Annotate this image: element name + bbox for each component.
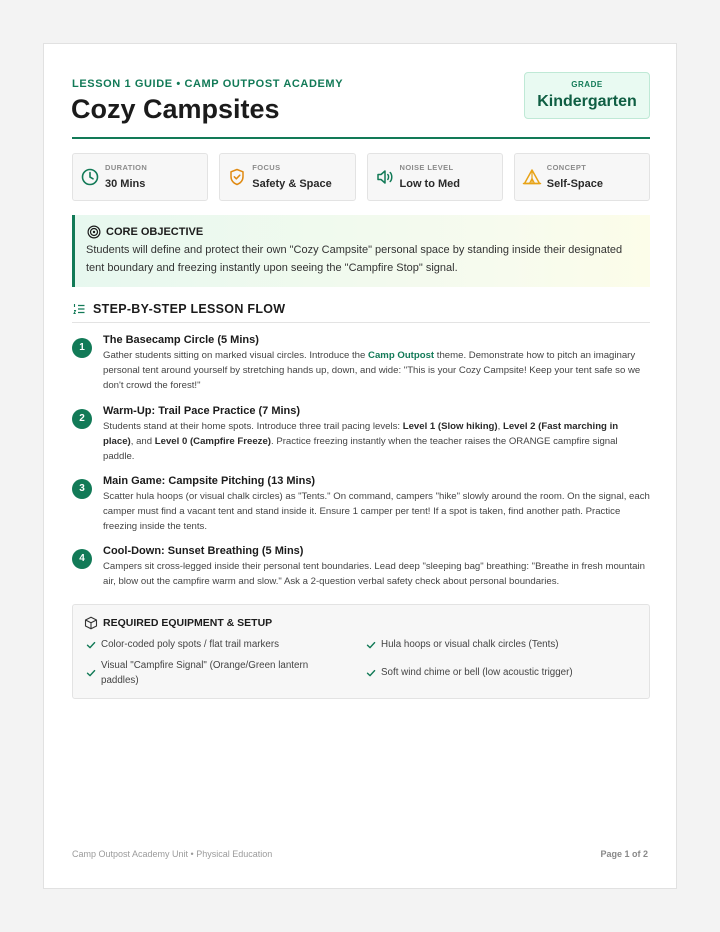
stat-value: Self-Space bbox=[546, 178, 603, 190]
speaker-icon bbox=[375, 167, 395, 187]
page-number: Page 1 of 2 bbox=[600, 849, 648, 859]
step-title: Warm-Up: Trail Pace Practice (7 Mins) bbox=[103, 405, 301, 417]
lesson-kicker: LESSON 1 GUIDE • CAMP OUTPOST ACADEMY bbox=[72, 78, 344, 90]
lesson-flow-heading bbox=[72, 301, 650, 323]
check-icon bbox=[86, 668, 96, 678]
stat-noise-level bbox=[367, 153, 503, 201]
equipment-setup-box bbox=[72, 604, 650, 699]
step-number: 2 bbox=[72, 409, 92, 429]
clock-icon bbox=[80, 167, 100, 187]
step-number: 1 bbox=[72, 338, 92, 358]
step-number: 3 bbox=[72, 479, 92, 499]
stat-value: Low to Med bbox=[399, 178, 460, 190]
camp-outpost-highlight: Camp Outpost bbox=[368, 350, 435, 361]
stat-label: CONCEPT bbox=[546, 163, 587, 172]
grade-value: Kindergarten bbox=[537, 93, 637, 110]
objective-text: Students will define and protect their own "Cozy Campsite" personal space by standing inside their designated tent boundary and freezing instantly upon seeing the "Campfire Stop" signal. bbox=[86, 244, 623, 274]
step-title: The Basecamp Circle (5 Mins) bbox=[103, 334, 259, 346]
tent-icon bbox=[522, 167, 542, 187]
stat-value: Safety & Space bbox=[252, 178, 332, 190]
step-description: Scatter hula hoops (or visual chalk circles) as "Tents." On command, campers "hike" slowly around the room. On the signal, each camper must find a vacant tent and stand inside it. Ensure 1 camper per tent! If a spot is taken, find another path. Practice freezing inside the tents. bbox=[103, 491, 650, 532]
lesson-page bbox=[43, 43, 677, 889]
step-description: Gather students sitting on marked visual circles. Introduce the Camp Outpost theme. Demonstrate how to pitch an imaginary personal tent around yourself by stretching hands up, down, and wide: "This is your Cozy Campsite! Keep your tent safe so we don't crowd the forest!" bbox=[103, 350, 641, 391]
step-title: Main Game: Campsite Pitching (13 Mins) bbox=[103, 475, 316, 487]
equipment-title: REQUIRED EQUIPMENT & SETUP bbox=[103, 617, 273, 629]
stat-value: 30 Mins bbox=[105, 178, 146, 190]
stat-label: NOISE LEVEL bbox=[399, 163, 454, 172]
equipment-item: Color-coded poly spots / flat trail markers bbox=[86, 637, 356, 652]
step-description: Campers sit cross-legged inside their personal tent boundaries. Lead deep "sleeping bag" breathing: "Breathe in fresh mountain air, blow out the campfire warm and slow." Ask a 2-question verbal safety check about personal boundaries. bbox=[103, 561, 645, 587]
page-title: Cozy Campsites bbox=[71, 94, 280, 124]
numbered-list-icon bbox=[73, 303, 85, 315]
equipment-item: Visual "Campfire Signal" (Orange/Green lantern paddles) bbox=[86, 658, 331, 688]
shield-check-icon bbox=[227, 167, 247, 187]
lesson-flow-title: STEP-BY-STEP LESSON FLOW bbox=[93, 302, 286, 316]
stat-duration bbox=[72, 153, 208, 201]
stat-label: FOCUS bbox=[252, 163, 281, 172]
step-title: Cool-Down: Sunset Breathing (5 Mins) bbox=[103, 545, 304, 557]
grade-label: GRADE bbox=[571, 80, 603, 89]
stats-row bbox=[72, 153, 650, 201]
equipment-item: Hula hoops or visual chalk circles (Tents) bbox=[366, 637, 641, 652]
stat-focus bbox=[219, 153, 355, 201]
header-divider bbox=[72, 137, 650, 139]
core-objective-callout bbox=[72, 215, 650, 287]
stat-concept bbox=[514, 153, 650, 201]
objective-title: CORE OBJECTIVE bbox=[106, 226, 204, 238]
check-icon bbox=[366, 640, 376, 650]
package-icon bbox=[84, 616, 98, 630]
step-number: 4 bbox=[72, 549, 92, 569]
target-icon bbox=[87, 225, 101, 239]
footer-unit-label: Camp Outpost Academy Unit • Physical Education bbox=[72, 849, 273, 859]
step-description: Students stand at their home spots. Introduce three trail pacing levels: Level 1 (Slow hiking), Level 2 (Fast marching in place), and Level 0 (Campfire Freeze). Practice freezing instantly when the teacher raises the ORANGE campfire signal paddle. bbox=[103, 421, 619, 462]
grade-badge bbox=[524, 72, 650, 119]
check-icon bbox=[366, 668, 376, 678]
stat-label: DURATION bbox=[105, 163, 148, 172]
check-icon bbox=[86, 640, 96, 650]
equipment-item: Soft wind chime or bell (low acoustic trigger) bbox=[366, 665, 641, 680]
